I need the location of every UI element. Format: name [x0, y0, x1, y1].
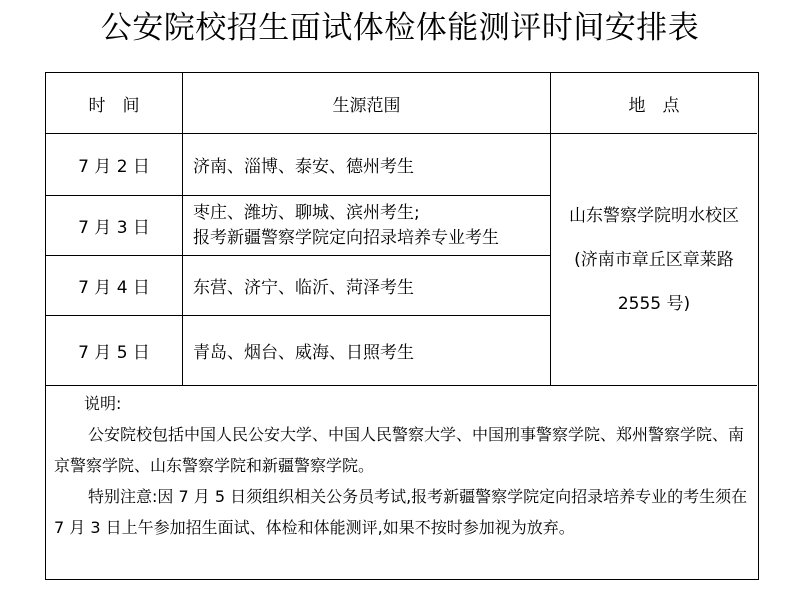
- page-title: 公安院校招生面试体检体能测评时间安排表: [100, 10, 700, 46]
- row-date: 7 月 5 日: [78, 343, 150, 363]
- location-line: (济南市章丘区章莱路: [574, 249, 734, 270]
- location-cell: [551, 134, 757, 385]
- notes-special-attention: 特别注意:因 7 月 5 日须组织相关公务员考试,报考新疆警察学院定向招录培养专业的考生须在 7 月 3 日上午参加招生面试、体检和体能测评,如果不按时参加视为放弃。: [54, 487, 748, 537]
- row-date: 7 月 4 日: [78, 278, 150, 298]
- row-date: 7 月 2 日: [78, 157, 150, 177]
- row-scope: 青岛、烟台、威海、日照考生: [193, 343, 414, 363]
- location-line: 2555 号): [617, 293, 691, 314]
- header-location: 地 点: [628, 95, 680, 116]
- row-scope: 东营、济宁、临沂、菏泽考生: [193, 278, 414, 298]
- header-scope: 生源范围: [332, 95, 401, 116]
- notes-section: [46, 386, 757, 543]
- schedule-table: [45, 72, 759, 580]
- row-scope: 枣庄、潍坊、聊城、滨州考生; 报考新疆警察学院定向招录培养专业考生: [193, 202, 499, 248]
- row-scope: 济南、淄博、泰安、德州考生: [193, 157, 414, 177]
- row-date: 7 月 3 日: [78, 218, 150, 238]
- header-time: 时 间: [88, 95, 140, 116]
- notes-paragraph: 公安院校包括中国人民公安大学、中国人民警察大学、中国刑事警察学院、郑州警察学院、南京警察学院、山东警察学院和新疆警察学院。: [54, 425, 745, 475]
- location-line: 山东警察学院明水校区: [569, 205, 739, 226]
- notes-heading: 说明:: [84, 394, 122, 413]
